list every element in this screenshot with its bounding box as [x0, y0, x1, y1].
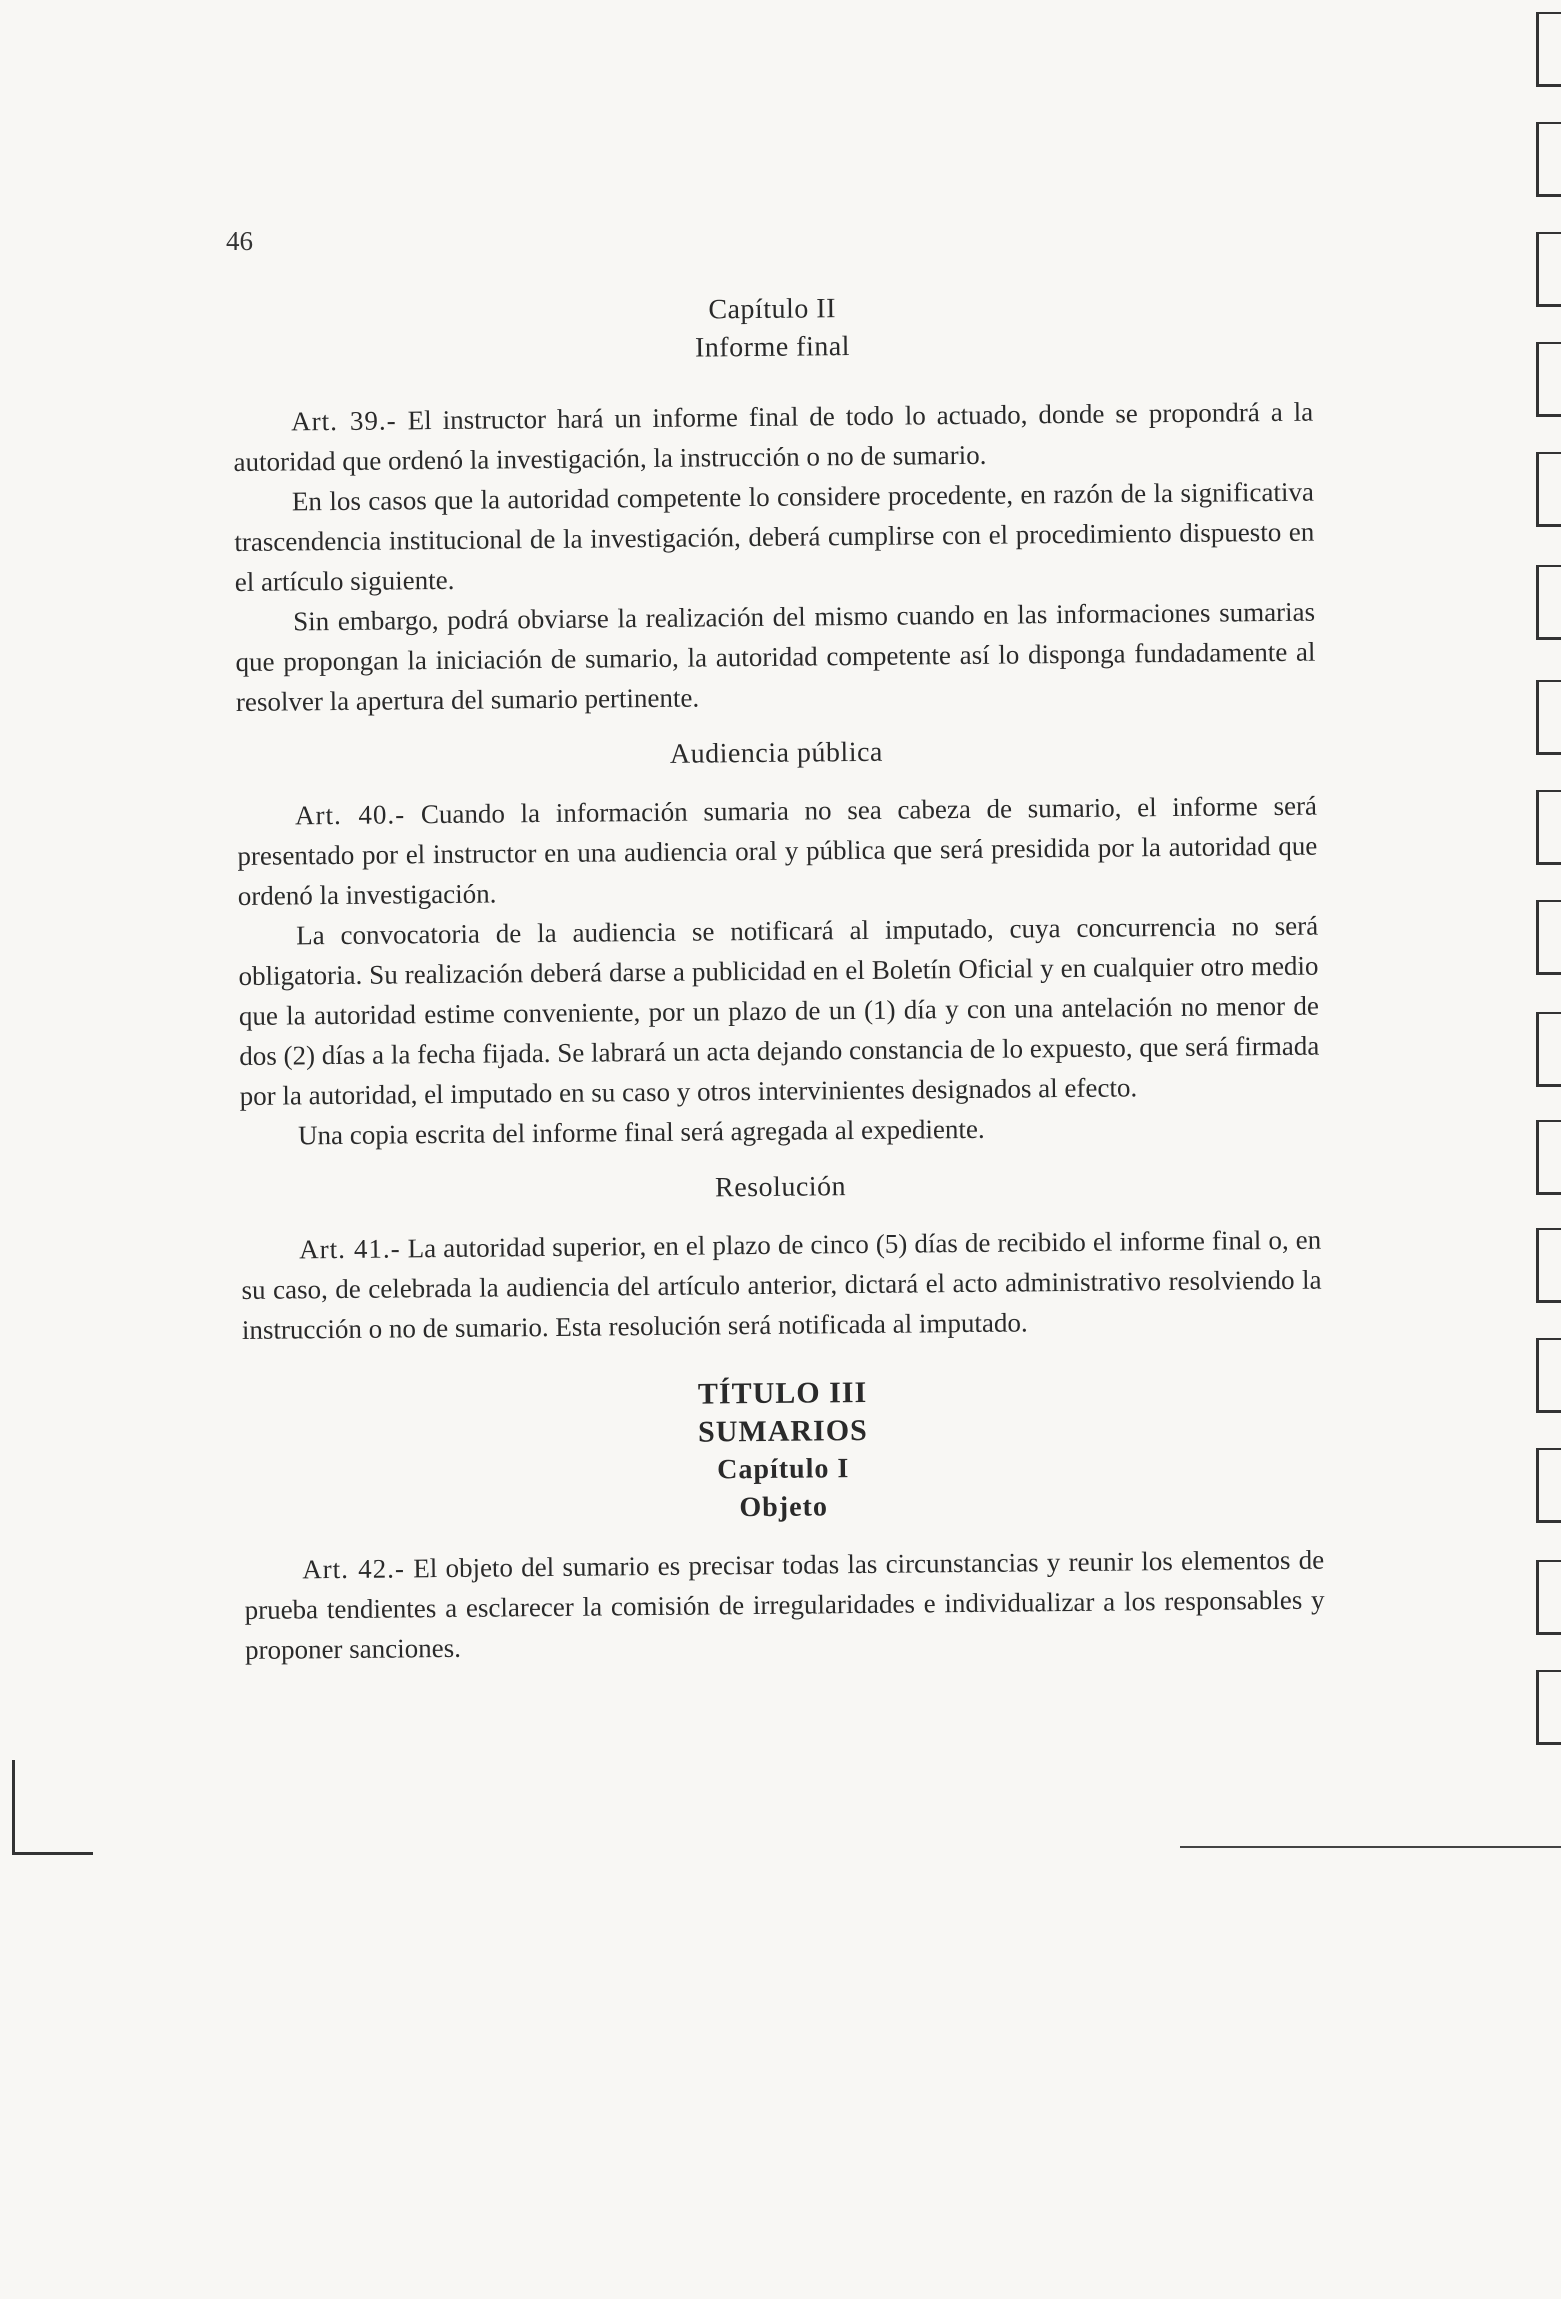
section-resolucion: Resolución [714, 1171, 847, 1204]
binding-bracket [1536, 1670, 1561, 1745]
titulo-chapter: Capítulo I [717, 1453, 850, 1486]
article-40-label: Art. 40.- [294, 799, 406, 831]
article-42-label: Art. 42.- [302, 1553, 406, 1585]
article-40-text-1: Cuando la información sumaria no sea cabeza de sumario, el informe será presentado por el instructor en una audiencia oral y pública que será presidida por la autoridad que ordenó la investigación. [237, 790, 1318, 911]
article-39-paragraph-2: En los casos que la autoridad competente lo considere procedente, en razón de la significativa trascendencia institucional de la investigación, deberá cumplirse con el procedimiento dispuesto en el artículo siguiente. [234, 476, 1315, 597]
binding-bracket [1536, 1448, 1561, 1523]
binding-bracket [1536, 232, 1561, 307]
binding-bracket [1536, 900, 1561, 975]
article-42-text-1: El objeto del sumario es precisar todas las circunstancias y reunir los elementos de prueba tendientes a esclarecer la comisión de irregularidades e individualizar a los responsables y proponer sanciones. [244, 1544, 1325, 1665]
binding-bracket [1536, 680, 1561, 755]
article-42-paragraph-1 [244, 1540, 1325, 1670]
article-39-text-1: El instructor hará un informe final de todo lo actuado, donde se propondrá a la autoridad que ordenó la investigación, la instrucción o no de sumario. [233, 396, 1314, 477]
binding-bracket [1536, 1120, 1561, 1195]
binding-bracket [1536, 565, 1561, 640]
page-content [232, 286, 1325, 1670]
article-39-paragraph-1 [233, 392, 1314, 482]
binding-bracket [1536, 1560, 1561, 1635]
section-audiencia-publica: Audiencia pública [669, 736, 884, 770]
binding-bracket [1536, 342, 1561, 417]
edge-rule [1180, 1846, 1561, 1848]
binding-bracket [1536, 1012, 1561, 1087]
article-41-paragraph-1 [241, 1220, 1322, 1350]
article-40-paragraph-2: La convocatoria de la audiencia se notificará al imputado, cuya concurrencia no será obligatoria. Su realización deberá darse a publicidad en el Boletín Oficial y en cualquier otro medio que la autoridad estime conveniente, por un plazo de un (1) día y con una antelación no menor de dos (2) días a la fecha fijada. Se labrará un acta dejando constancia de lo expuesto, que será firmada por la autoridad, el imputado en su caso y otros intervinientes designados al efecto. [238, 910, 1320, 1111]
binding-bracket [1536, 1228, 1561, 1303]
article-41-label: Art. 41.- [299, 1233, 401, 1265]
article-41-text-1: La autoridad superior, en el plazo de cinco (5) días de recibido el informe final o, en su caso, de celebrada la audiencia del artículo anterior, dictará el acto administrativo resolviendo la instrucción o no de sumario. Esta resolución será notificada al imputado. [241, 1224, 1322, 1345]
titulo-title: TÍTULO III [697, 1375, 868, 1411]
titulo-chapter-subtitle: Objeto [739, 1491, 829, 1524]
binding-bracket [1536, 12, 1561, 87]
article-40-paragraph-1 [237, 786, 1318, 916]
binding-bracket [1536, 790, 1561, 865]
corner-crop-mark [12, 1760, 93, 1855]
titulo-subtitle: SUMARIOS [697, 1413, 868, 1449]
binding-bracket [1536, 1338, 1561, 1413]
article-39-paragraph-3: Sin embargo, podrá obviarse la realización del mismo cuando en las informaciones sumarias que propongan la iniciación de sumario, la autoridad competente así lo disponga fundadamente al resolver la apertura del sumario pertinente. [235, 596, 1316, 717]
binding-bracket [1536, 452, 1561, 527]
page-number: 46 [226, 226, 253, 256]
chapter-title: Capítulo II [708, 293, 837, 326]
article-40-paragraph-3: Una copia escrita del informe final será agregada al expediente. [297, 1113, 985, 1151]
chapter-subtitle: Informe final [694, 331, 851, 364]
binding-marks [1531, 0, 1561, 2299]
binding-bracket [1536, 122, 1561, 197]
article-39-label: Art. 39.- [291, 405, 397, 437]
